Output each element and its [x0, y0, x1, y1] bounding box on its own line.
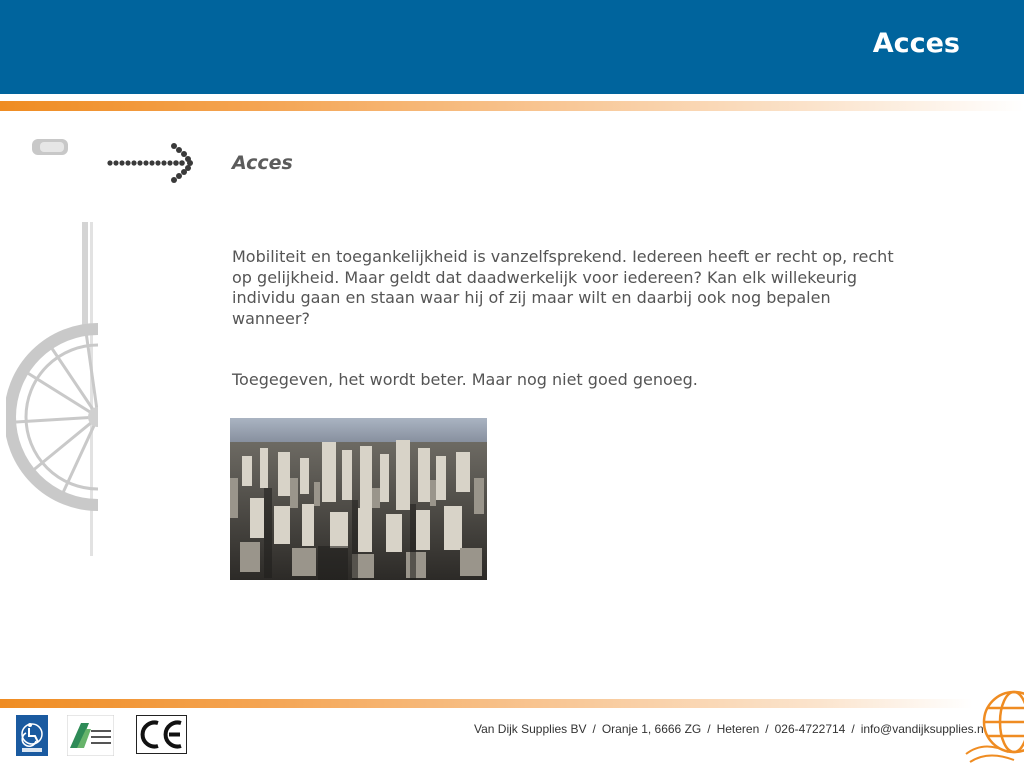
footer-separator: /	[707, 722, 711, 736]
body-paragraph: Mobiliteit en toegankelijkheid is vanzelfsprekend. Iedereen heeft er recht op, recht op gelijkheid. Maar geldt dat daadwerkelijk voor iedereen? Kan elk willekeurig individu gaan en staan waar hij of zij maar wilt en daarbij ook nog bepalen wanneer?	[232, 247, 894, 328]
orange-divider-top	[0, 101, 1024, 111]
ce-mark-icon	[136, 715, 187, 754]
wheelchair-wheel-icon	[6, 222, 98, 556]
footer-city: Heteren	[716, 722, 760, 736]
footer-separator: /	[851, 722, 855, 736]
body-paragraph: Toegegeven, het wordt beter. Maar nog niet goed genoeg.	[232, 370, 698, 389]
footer-company: Van Dijk Supplies BV	[474, 722, 587, 736]
footer-contact	[474, 722, 984, 736]
wheelchair-handle-icon	[30, 135, 70, 159]
accessible-icon	[16, 715, 48, 756]
vea-logo	[67, 715, 114, 756]
city-skyline-photo	[230, 418, 487, 580]
arrow-right-icon	[106, 142, 194, 184]
footer-address: Oranje 1, 6666 ZG	[601, 722, 702, 736]
footer-separator: /	[765, 722, 769, 736]
section-title: Acces	[232, 152, 293, 174]
header-title: Acces	[872, 28, 960, 59]
footer-phone: 026-4722714	[774, 722, 846, 736]
globe-icon	[964, 682, 1024, 768]
footer-email[interactable]: info@vandijksupplies.n	[860, 722, 984, 736]
header-bar	[0, 0, 1024, 94]
footer-separator: /	[592, 722, 596, 736]
orange-divider-bottom	[0, 699, 1024, 708]
